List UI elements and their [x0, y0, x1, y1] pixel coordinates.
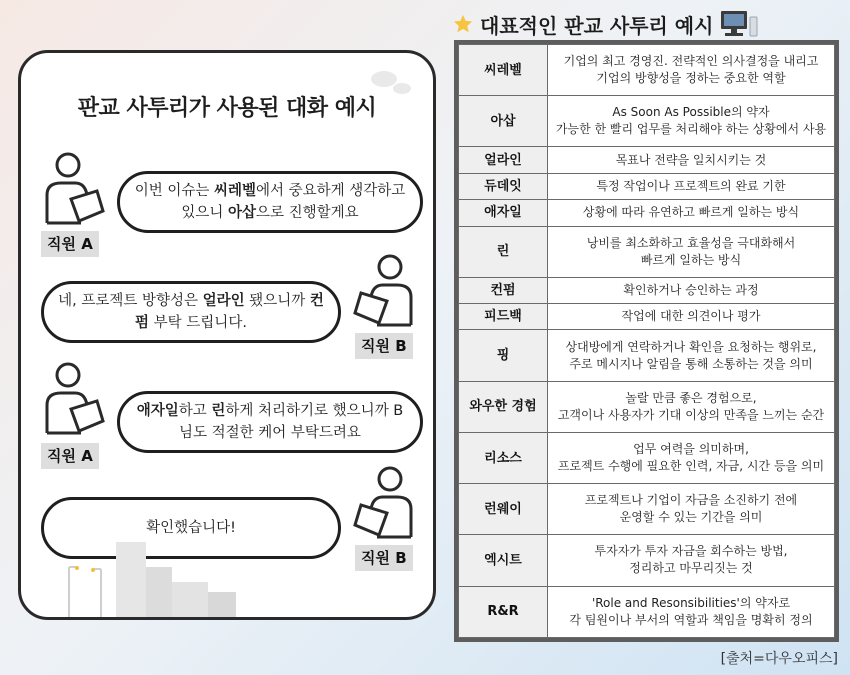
- description-line: 상황에 따라 유연하고 빠르게 일하는 방식: [582, 205, 800, 220]
- bubble-text-segment: 이번 이슈는: [134, 183, 214, 199]
- speech-bubble: [117, 391, 423, 453]
- description-cell: [548, 277, 835, 303]
- bubble-text: [132, 180, 408, 224]
- table-row: [459, 226, 835, 277]
- description-line: 운영할 수 있는 기간을 의미: [619, 510, 763, 525]
- table-row: [459, 147, 835, 173]
- glossary-table: [458, 44, 835, 638]
- description-line: 주로 메시지나 알림을 통해 소통하는 것을 의미: [569, 356, 813, 371]
- description-line: 목표나 전략을 일치시키는 것: [615, 152, 767, 167]
- description-line: As Soon As Possible의 약자: [612, 105, 770, 120]
- term-cell: 듀데잇: [459, 173, 548, 199]
- description-line: 정리하고 마무리짓는 것: [629, 561, 753, 576]
- table-row: [459, 586, 835, 637]
- description-line: 각 팀원이나 부서의 역할과 책임을 명확히 정의: [569, 612, 813, 627]
- table-row: [459, 200, 835, 226]
- speaker-label: 직원 B: [355, 545, 413, 571]
- term-cell: 핑: [459, 330, 548, 381]
- bubble-text: [146, 517, 236, 539]
- table-row: [459, 173, 835, 199]
- table-row: [459, 45, 835, 96]
- description-line: 낭비를 최소화하고 효율성을 극대화해서: [586, 235, 796, 250]
- description-line: 빠르게 일하는 방식: [640, 252, 742, 267]
- city-buildings-decoration: [61, 537, 251, 617]
- term-cell: 애자일: [459, 200, 548, 226]
- highlighted-term: 씨레벨: [213, 183, 256, 199]
- table-row: [459, 277, 835, 303]
- description-line: 특정 작업이나 프로젝트의 완료 기한: [596, 178, 786, 193]
- speech-bubble: [41, 281, 341, 343]
- speech-bubble: [117, 171, 423, 233]
- term-cell: 얼라인: [459, 147, 548, 173]
- term-cell: 씨레벨: [459, 45, 548, 96]
- description-cell: [548, 147, 835, 173]
- highlighted-term: 린: [211, 403, 226, 419]
- computer-icon: [719, 9, 759, 39]
- description-cell: [548, 226, 835, 277]
- glossary-table-frame: [454, 40, 839, 642]
- description-cell: [548, 381, 835, 432]
- description-line: 기업의 최고 경영진. 전략적인 의사결정을 내리고: [563, 54, 819, 69]
- table-row: [459, 432, 835, 483]
- description-cell: [548, 484, 835, 535]
- term-cell: 리소스: [459, 432, 548, 483]
- speaker-label: 직원 A: [41, 443, 99, 469]
- description-cell: [548, 586, 835, 637]
- description-cell: [548, 304, 835, 330]
- description-line: 기업의 방향성을 정하는 중요한 역할: [596, 71, 786, 86]
- term-cell: 런웨이: [459, 484, 548, 535]
- table-row: [459, 484, 835, 535]
- person-reading-icon: [41, 361, 107, 451]
- person-reading-icon: [41, 151, 107, 241]
- term-cell: 엑시트: [459, 535, 548, 586]
- source-credit: [출처=다우오피스]: [720, 651, 838, 667]
- bubble-text-segment: 네, 프로젝트 방향성은: [58, 293, 203, 309]
- table-row: [459, 381, 835, 432]
- highlighted-term: 컨펌: [135, 293, 324, 331]
- description-cell: [548, 173, 835, 199]
- description-line: 작업에 대한 의견이나 평가: [621, 309, 761, 324]
- description-cell: [548, 200, 835, 226]
- description-cell: [548, 432, 835, 483]
- decorative-bubble: [371, 71, 397, 87]
- bubble-text-segment: 됐으니까: [244, 293, 310, 309]
- description-line: 업무 여력을 의미하며,: [633, 442, 749, 456]
- term-cell: 린: [459, 226, 548, 277]
- description-cell: [548, 535, 835, 586]
- star-icon: [452, 13, 474, 35]
- highlighted-term: 애자일: [136, 403, 179, 419]
- term-cell: R&R: [459, 586, 548, 637]
- description-cell: [548, 45, 835, 96]
- highlighted-term: 아삽: [227, 205, 256, 221]
- speaker-label: 직원 B: [355, 333, 413, 359]
- description-line: 확인하거나 승인하는 과정: [623, 282, 759, 297]
- bubble-text-segment: 확인했습니다!: [146, 520, 236, 536]
- description-line: 고객이나 사용자가 기대 이상의 만족을 느끼는 순간: [557, 407, 825, 422]
- table-title-row: [452, 8, 759, 40]
- description-line: 'Role and Resonsibilities'의 약자로: [591, 595, 791, 610]
- bubble-text-segment: 하고: [178, 403, 212, 419]
- bubble-text: [132, 400, 408, 444]
- description-line: 프로젝트나 기업이 자금을 소진하기 전에: [584, 493, 798, 508]
- person-reading-icon: [351, 253, 417, 343]
- term-cell: 아삽: [459, 96, 548, 147]
- panel-title: 판교 사투리가 사용된 대화 예시: [77, 96, 377, 121]
- bubble-text-segment: 부탁 드립니다.: [149, 315, 247, 331]
- description-line: 투자자가 투자 자금을 회수하는 방법,: [594, 544, 788, 559]
- description-cell: [548, 330, 835, 381]
- highlighted-term: 얼라인: [202, 293, 245, 309]
- description-cell: [548, 96, 835, 147]
- description-line: 프로젝트 수행에 필요한 인력, 자금, 시간 등을 의미: [557, 459, 825, 473]
- description-line: 놀랄 만큼 좋은 경험으로,: [625, 390, 757, 405]
- table-row: [459, 96, 835, 147]
- description-line: 상대방에게 연락하거나 확인을 요청하는 행위로,: [565, 339, 817, 354]
- term-cell: 피드백: [459, 304, 548, 330]
- bubble-text: [56, 290, 326, 334]
- bubble-text-segment: 하게 처리하기로 했으니까 B님도 적절한 케어 부탁드려요: [179, 403, 404, 441]
- person-reading-icon: [351, 465, 417, 555]
- bubble-text-segment: 으로 진행할게요: [255, 205, 359, 221]
- table-row: [459, 304, 835, 330]
- table-row: [459, 330, 835, 381]
- description-line: 가능한 한 빨리 업무를 처리해야 하는 상황에서 사용: [555, 122, 827, 137]
- conversation-panel: [18, 50, 436, 620]
- term-cell: 와우한 경험: [459, 381, 548, 432]
- table-row: [459, 535, 835, 586]
- bubble-text-segment: 에서 중요하게 생각하고 있으니: [181, 183, 406, 221]
- table-title: 대표적인 판교 사투리 예시: [480, 13, 714, 38]
- term-cell: 컨펌: [459, 277, 548, 303]
- speaker-label: 직원 A: [41, 231, 99, 257]
